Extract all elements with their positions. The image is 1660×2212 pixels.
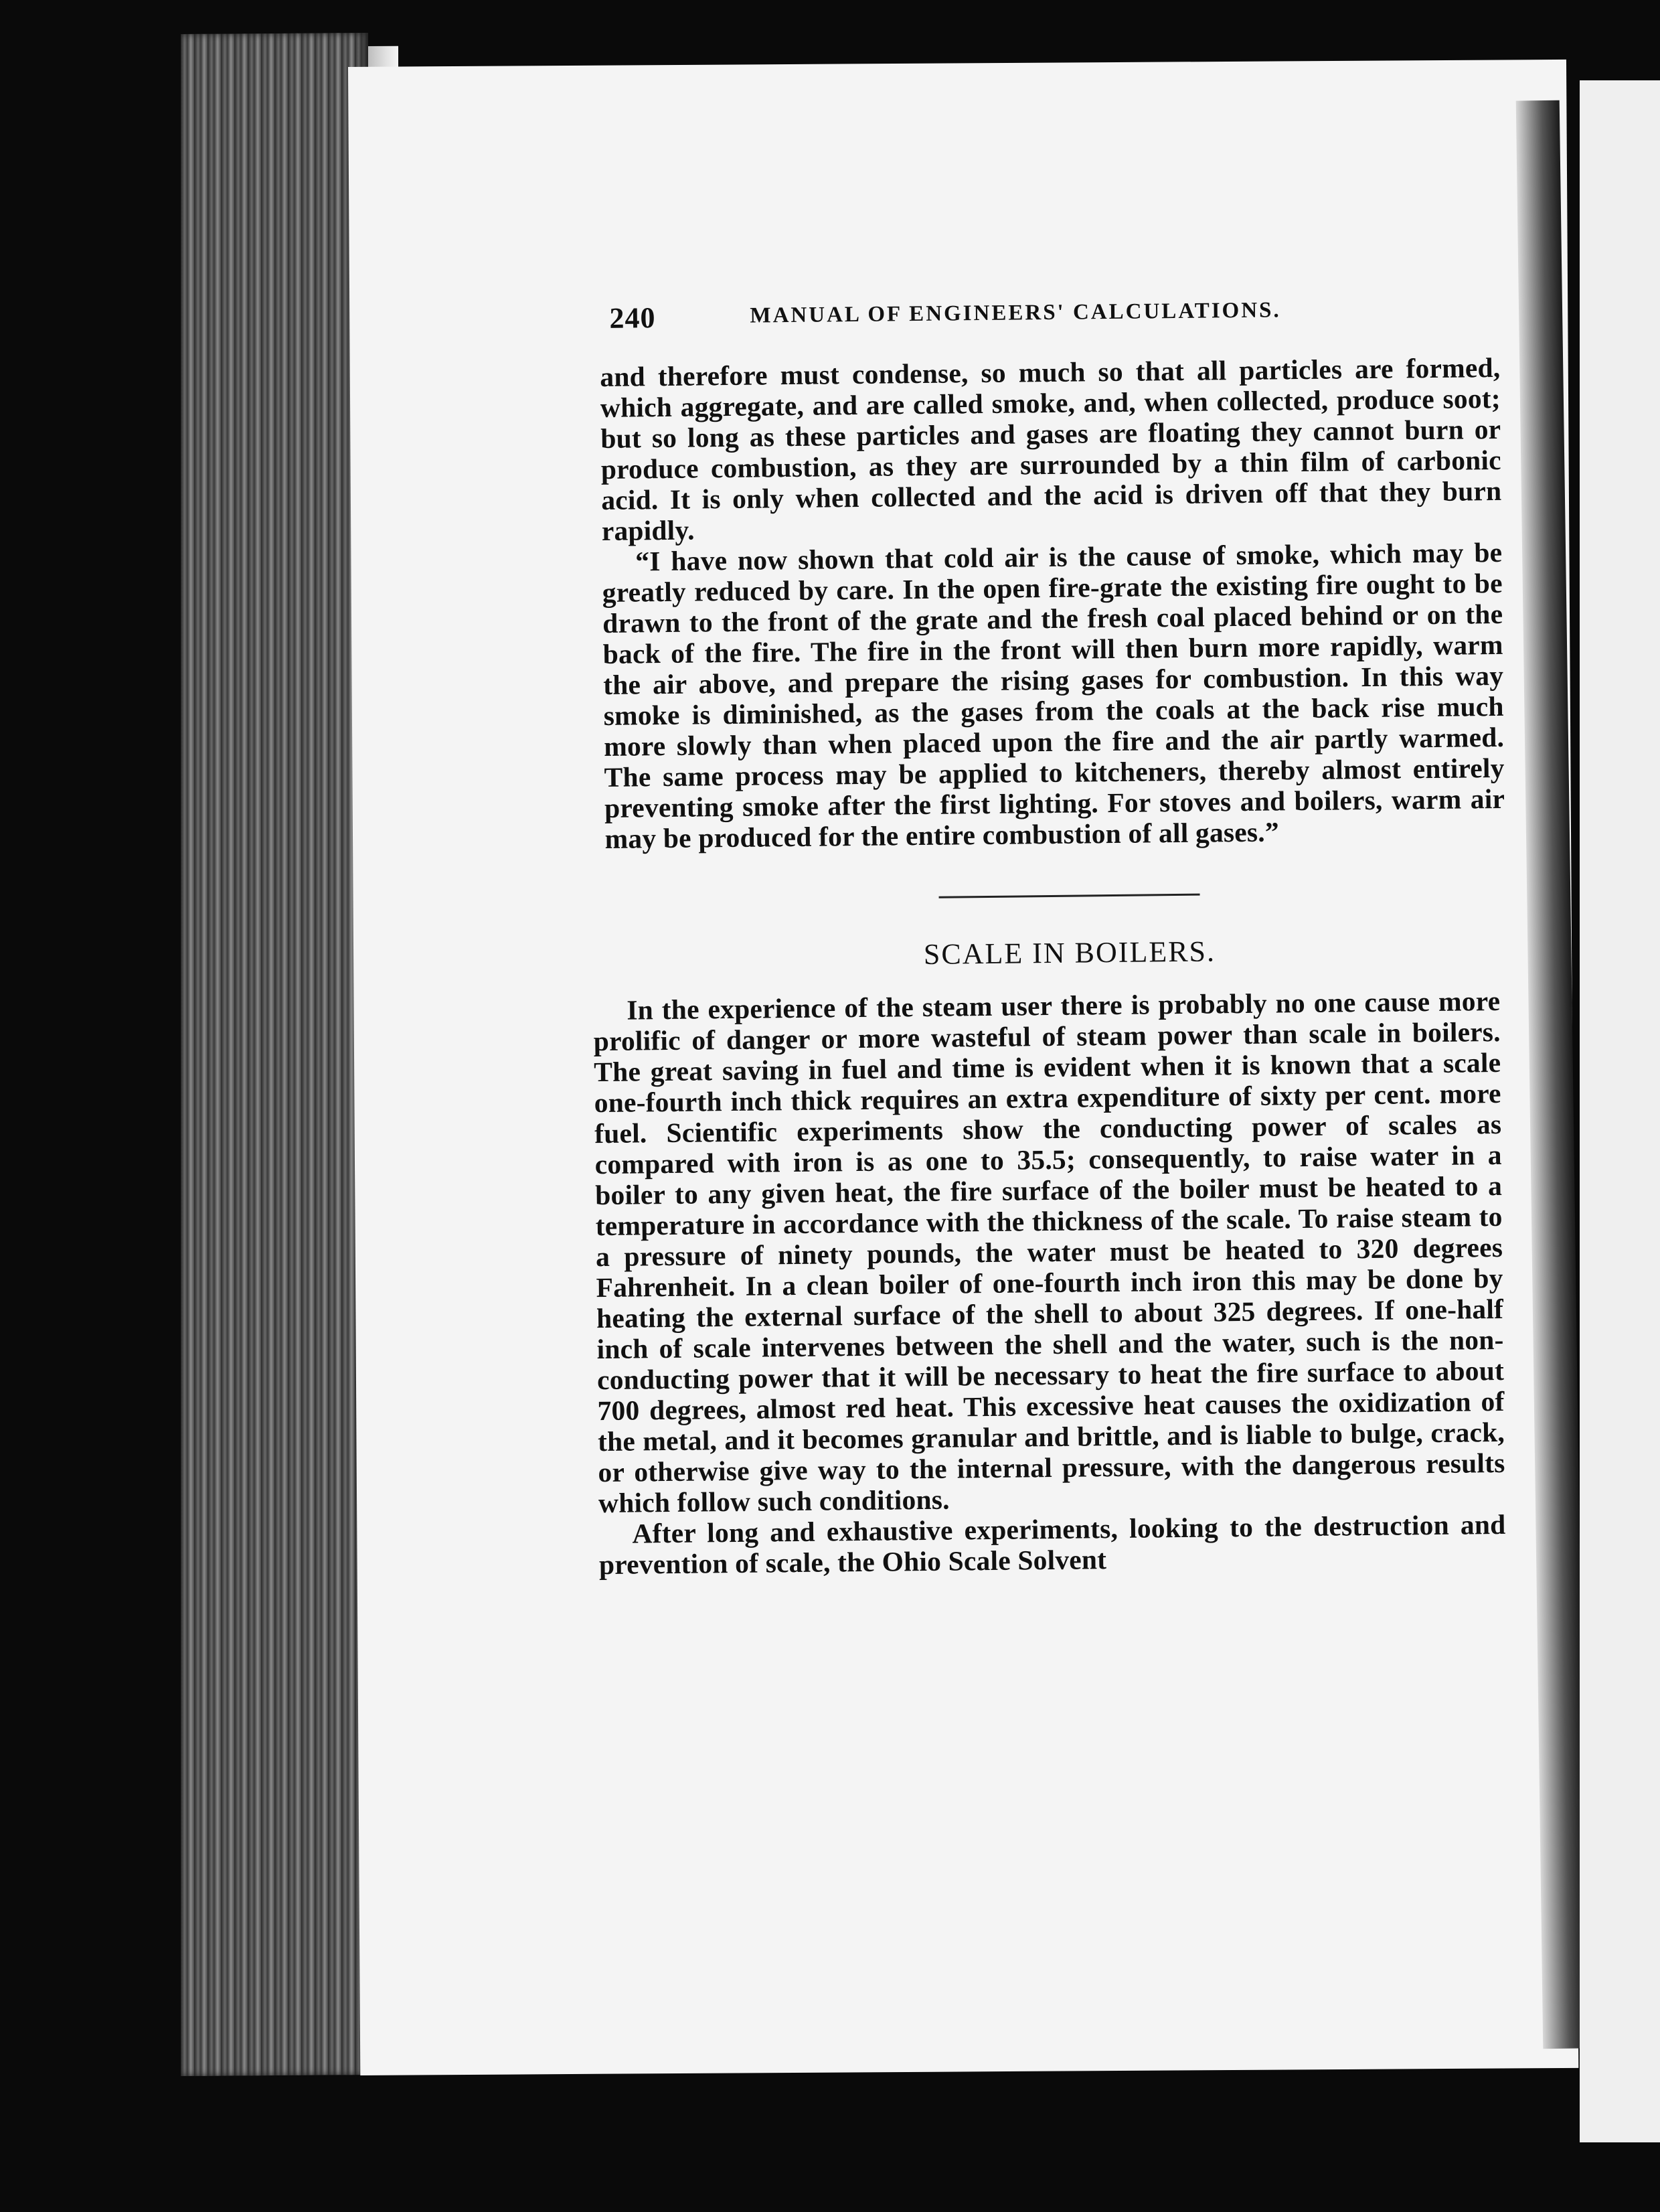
facing-page-edge xyxy=(1580,80,1660,2142)
paragraph-scale-1: In the experience of the steam user there is probably no one cause more prolific of danger or more wasteful of steam power than scale in boilers. The great saving in fuel and time is evident when it is known that a scale one-fourth inch thick requires an extra expenditure of sixty per cent. more fuel. Scientific experiments show the conducting power of scales as compared with iron is as one to 35.5; consequently, to raise water in a boiler to any given heat, the fire surface of the boiler must be heated to a temperature in accordance with the thickness of the scale. To raise steam to a pressure of ninety pounds, the water must be heated to 320 degrees Fahrenheit. In a clean boiler of one-fourth inch iron this may be done by heating the external surface of the shell to about 325 degrees. If one-half inch of scale intervenes between the shell and the water, such is the non-conducting power that it will be necessary to heat the fire surface to about 700 degrees, almost red heat. This excessive heat causes the oxidization of the metal, and it becomes granular and brittle, and is liable to bulge, crack, or otherwise give way to the internal pressure, with the dangerous results which follow such conditions. xyxy=(593,985,1505,1519)
paragraph-continued: and therefore must condense, so much so that all particles are formed, which aggregate, and are called smoke, and, when collected, produce soot; but so long as these particles and gases are floating they cannot burn or produce combustion, as they are surrounded by a thin film of carbonic acid. It is only when collected and the acid is driven off that they burn rapidly. xyxy=(600,351,1502,546)
section-heading: SCALE IN BOILERS. xyxy=(923,935,1216,971)
section-divider-rule xyxy=(938,894,1199,898)
body-text-top xyxy=(600,352,1505,854)
body-text-section xyxy=(593,985,1506,1580)
book-page-edges xyxy=(181,33,368,2076)
paragraph-scale-2: After long and exhaustive experiments, looking to the destruction and prevention of scale, the Ohio Scale Solvent xyxy=(598,1508,1506,1581)
page-number: 240 xyxy=(609,301,656,335)
running-header xyxy=(599,279,1500,362)
page-content xyxy=(593,279,1513,1581)
running-title: MANUAL OF ENGINEERS' CALCULATIONS. xyxy=(750,298,1281,328)
paragraph-quote: “I have now shown that cold air is the cause of smoke, which may be greatly reduced by care. In the open fire-grate the existing fire ought to be drawn to the front of the grate and the fresh coal placed behind or on the back of the fire. The fire in the front will then burn more rapidly, warm the air above, and prepare the rising gases for combustion. In this way smoke is diminished, as the gases from the coals at the back rise much more slowly than when placed upon the fire and the air partly warmed. The same process may be applied to kitcheners, thereby almost entirely preventing smoke after the first lighting. For stoves and boilers, warm air may be produced for the entire combustion of all gases.” xyxy=(602,536,1505,854)
